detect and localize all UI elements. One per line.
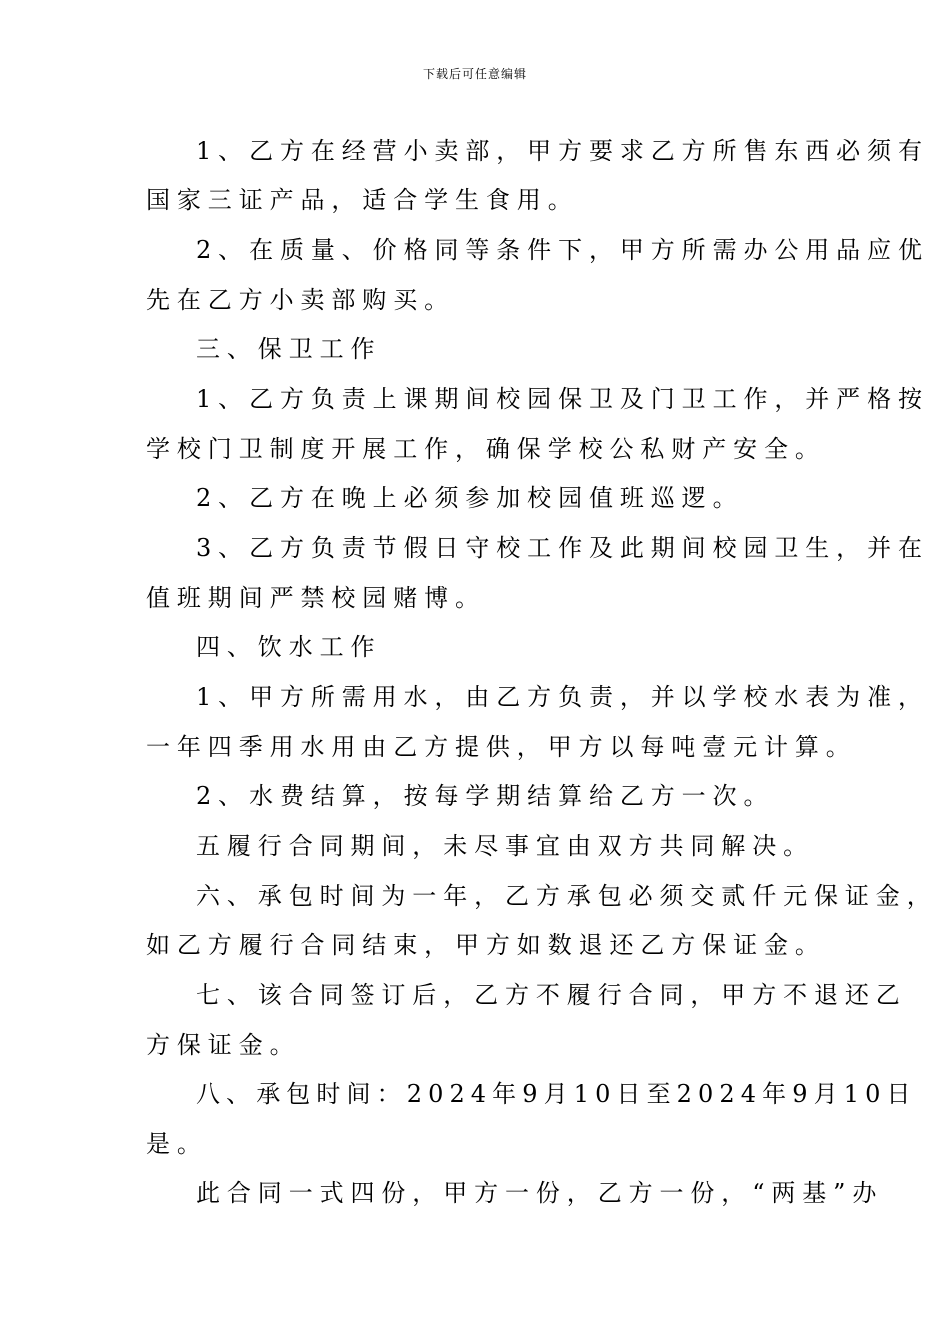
text-line: 如乙方履行合同结束，甲方如数退还乙方保证金。 xyxy=(146,931,826,959)
text-line: 学校门卫制度开展工作，确保学校公私财产安全。 xyxy=(146,435,826,463)
text-line: 2、乙方在晚上必须参加校园值班巡逻。 xyxy=(196,484,744,512)
section-heading: 四、饮水工作 xyxy=(196,633,382,661)
text-line: 一年四季用水用由乙方提供，甲方以每吨壹元计算。 xyxy=(146,733,857,761)
text-line: 八、承包时间：2024年9月10日至2024年9月10日 xyxy=(196,1080,917,1108)
text-line: 1、甲方所需用水，由乙方负责，并以学校水表为准， xyxy=(196,683,929,711)
text-line: 是。 xyxy=(146,1130,208,1158)
text-line: 值班期间严禁校园赌博。 xyxy=(146,584,486,612)
text-line: 先在乙方小卖部购买。 xyxy=(146,286,455,314)
text-line: 3、乙方负责节假日守校工作及此期间校园卫生，并在 xyxy=(196,534,929,562)
text-line: 六、承包时间为一年，乙方承包必须交贰仟元保证金， xyxy=(196,882,938,910)
text-line: 七、该合同签订后，乙方不履行合同，甲方不退还乙 xyxy=(196,981,907,1009)
text-line: 方保证金。 xyxy=(146,1031,301,1059)
text-line: 1、乙方负责上课期间校园保卫及门卫工作，并严格按 xyxy=(196,385,929,413)
text-line: 五履行合同期间，未尽事宜由双方共同解决。 xyxy=(196,832,814,860)
text-line: 1、乙方在经营小卖部，甲方要求乙方所售东西必须有 xyxy=(196,137,929,165)
text-line: 国家三证产品，适合学生食用。 xyxy=(146,186,579,214)
text-line: 2、水费结算，按每学期结算给乙方一次。 xyxy=(196,782,775,810)
text-line: 2、在质量、价格同等条件下，甲方所需办公用品应优 xyxy=(196,236,929,264)
text-line: 此合同一式四份，甲方一份，乙方一份，“两基”办 xyxy=(196,1179,884,1207)
page-header: 下载后可任意编辑 xyxy=(422,67,527,81)
section-heading: 三、保卫工作 xyxy=(196,335,382,363)
